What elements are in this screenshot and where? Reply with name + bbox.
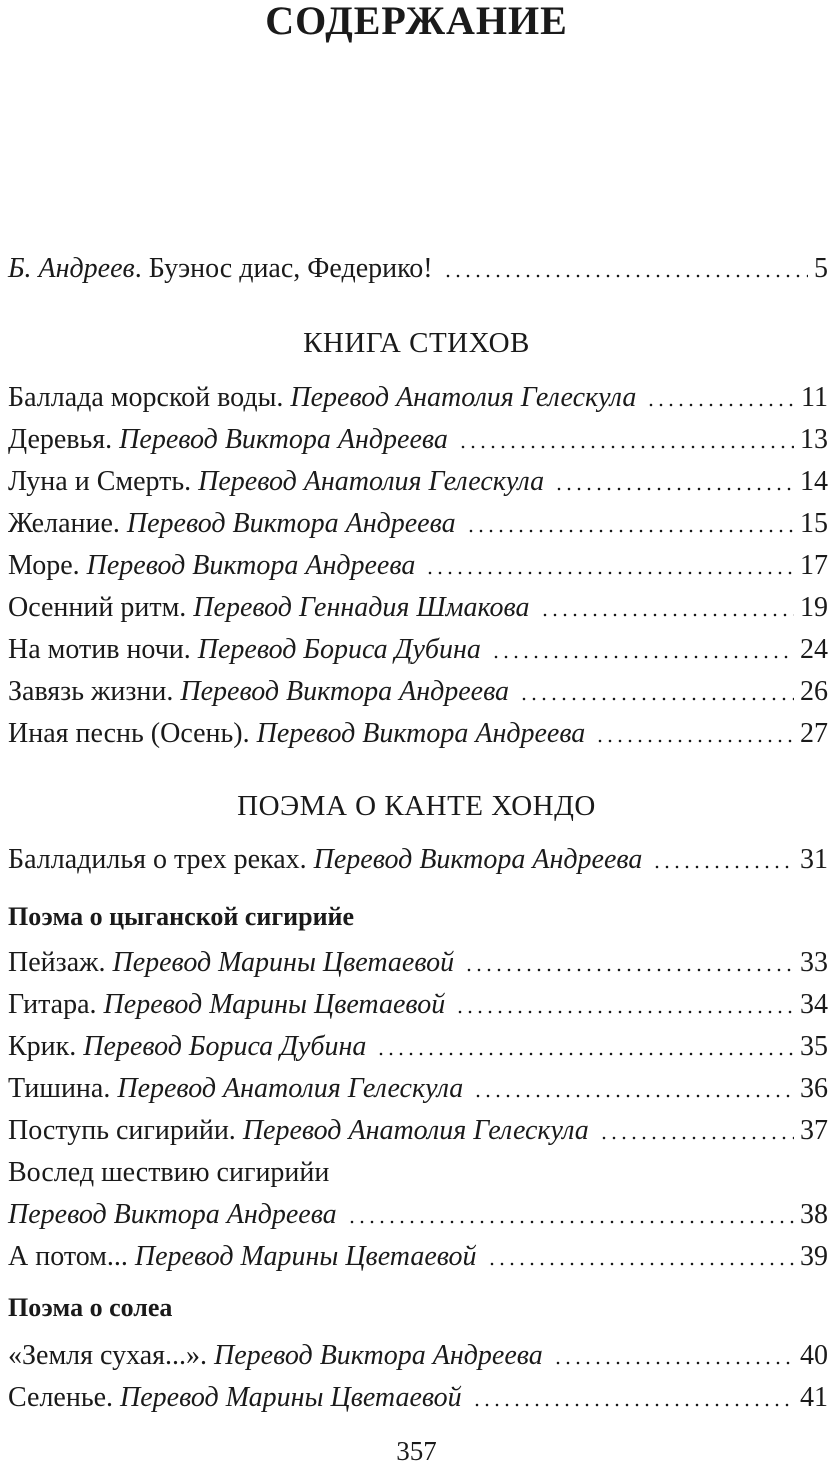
toc-entry[interactable]	[8, 988, 828, 1022]
toc-entry[interactable]	[8, 1240, 828, 1274]
toc-entry[interactable]	[8, 717, 828, 751]
dot-leader	[466, 529, 794, 533]
page-number: 26	[800, 676, 828, 707]
section-heading-book-of-poems: КНИГА СТИХОВ	[303, 327, 530, 359]
entry-translator: Перевод Виктора Андреева	[119, 424, 448, 455]
dot-leader	[540, 613, 794, 617]
entry-title: Буэнос диас, Федерико!	[148, 253, 433, 284]
page-number: 19	[800, 592, 828, 623]
entry-title: «Земля сухая...».	[8, 1340, 215, 1371]
page-number: 37	[800, 1115, 828, 1146]
toc-entry[interactable]	[8, 675, 828, 709]
section-heading-cante-jondo: ПОЭМА О КАНТЕ ХОНДО	[237, 790, 596, 822]
dot-leader	[553, 1361, 794, 1365]
entry-author: Б. Андреев	[8, 253, 135, 284]
entry-translator: Перевод Виктора Андреева	[256, 718, 586, 749]
entry-translator: Перевод Марины Цветаевой	[120, 1382, 462, 1413]
dot-leader	[491, 655, 794, 659]
entry-translator: Перевод Виктора Андреева	[313, 844, 643, 875]
toc-entry[interactable]	[8, 507, 828, 541]
page-number: 39	[800, 1241, 828, 1272]
toc-entry[interactable]	[8, 591, 828, 625]
entry-translator: Перевод Анатолия Гелескула	[242, 1115, 589, 1146]
dot-leader	[652, 865, 794, 869]
entry-title: Осенний ритм.	[8, 592, 194, 623]
entry-title: Поступь сигирийи.	[8, 1115, 243, 1146]
page-number: 14	[800, 466, 828, 497]
page-number: 36	[800, 1073, 828, 1104]
entry-translator: Перевод Марины Цветаевой	[112, 947, 455, 978]
page-number: 27	[800, 718, 828, 749]
entry-translator: Перевод Виктора Андреева	[8, 1199, 337, 1230]
entry-title: Баллада морской воды.	[8, 382, 291, 413]
dot-leader	[554, 487, 794, 491]
entry-title: Иная песнь (Осень).	[8, 718, 257, 749]
entry-title: Деревья.	[8, 424, 120, 455]
toc-entry[interactable]	[8, 465, 828, 499]
entry-translator: Перевод Марины Цветаевой	[134, 1241, 477, 1272]
dot-leader	[376, 1052, 794, 1056]
page-number: 17	[800, 550, 828, 581]
toc-entry[interactable]	[8, 549, 828, 583]
dot-leader	[487, 1262, 794, 1266]
toc-entry[interactable]	[8, 843, 828, 877]
entry-translator: Перевод Виктора Андреева	[214, 1340, 543, 1371]
entry-translator: Перевод Виктора Андреева	[86, 550, 416, 581]
toc-entry-intro[interactable]: Б. Андреев. Буэнос диас, Федерико! 5	[8, 253, 828, 284]
entry-translator: Перевод Бориса Дубина	[83, 1031, 367, 1062]
entry-title: Желание.	[8, 508, 127, 539]
toc-entry[interactable]	[8, 381, 828, 415]
entry-translator: Перевод Бориса Дубина	[197, 634, 481, 665]
dot-leader	[519, 697, 794, 701]
dot-leader	[455, 1010, 794, 1014]
page-folio: 357	[396, 1436, 437, 1466]
dot-leader	[473, 1094, 794, 1098]
page-number: 5	[814, 253, 828, 284]
entry-title: А потом...	[8, 1241, 135, 1272]
page-number: 15	[800, 508, 828, 539]
group-heading-siguiriya: Поэма о цыганской сигирийе	[8, 902, 355, 931]
toc-entry[interactable]	[8, 1339, 828, 1373]
dot-leader	[347, 1220, 794, 1224]
page-number: 40	[800, 1340, 828, 1371]
toc-entry[interactable]	[8, 1030, 828, 1064]
entry-title: Тишина.	[8, 1073, 118, 1104]
toc-entry[interactable]	[8, 423, 828, 457]
dot-leader	[425, 571, 794, 575]
page-number: 34	[800, 989, 828, 1020]
entry-translator: Перевод Виктора Андреева	[180, 676, 510, 707]
entry-translator: Перевод Анатолия Гелескула	[198, 466, 545, 497]
dot-leader	[646, 403, 795, 407]
dot-leader	[595, 739, 794, 743]
toc-entry[interactable]	[8, 1072, 828, 1106]
toc-entry[interactable]	[8, 946, 828, 980]
page-number: 33	[800, 947, 828, 978]
toc-entry[interactable]	[8, 1381, 828, 1415]
toc-entry[interactable]	[8, 1198, 828, 1232]
page-number: 35	[800, 1031, 828, 1062]
page-number: 24	[800, 634, 828, 665]
dot-leader	[458, 445, 794, 449]
entry-title: Море.	[8, 550, 87, 581]
page-number: 11	[801, 382, 828, 413]
entry-title: На мотив ночи.	[8, 634, 198, 665]
entry-title: Балладилья о трех реках.	[8, 844, 314, 875]
dot-leader	[443, 274, 808, 278]
page-number: 41	[800, 1382, 828, 1413]
entry-translator: Перевод Анатолия Гелескула	[290, 382, 637, 413]
page-title: СОДЕРЖАНИЕ	[265, 0, 568, 43]
page-number: 31	[800, 844, 828, 875]
group-heading-solea: Поэма о солеа	[8, 1293, 173, 1322]
entry-translator: Перевод Геннадия Шмакова	[193, 592, 530, 623]
page-number: 13	[800, 424, 828, 455]
entry-title: Пейзаж.	[8, 947, 113, 978]
page-number: 38	[800, 1199, 828, 1230]
dot-leader	[464, 968, 794, 972]
entry-translator: Перевод Марины Цветаевой	[103, 989, 446, 1020]
entry-translator: Перевод Виктора Андреева	[126, 508, 456, 539]
toc-entry-title-line[interactable]	[8, 1156, 329, 1190]
entry-title: Завязь жизни.	[8, 676, 181, 707]
dot-leader	[599, 1136, 794, 1140]
toc-entry[interactable]	[8, 633, 828, 667]
entry-title: Луна и Смерть.	[8, 466, 199, 497]
dot-leader	[472, 1403, 794, 1407]
entry-title: Крик.	[8, 1031, 84, 1062]
entry-title: Гитара.	[8, 989, 104, 1020]
entry-translator: Перевод Анатолия Гелескула	[117, 1073, 464, 1104]
toc-entry[interactable]	[8, 1114, 828, 1148]
entry-title: Вослед шествию сигирийи	[8, 1157, 330, 1188]
entry-title: Селенье.	[8, 1382, 121, 1413]
